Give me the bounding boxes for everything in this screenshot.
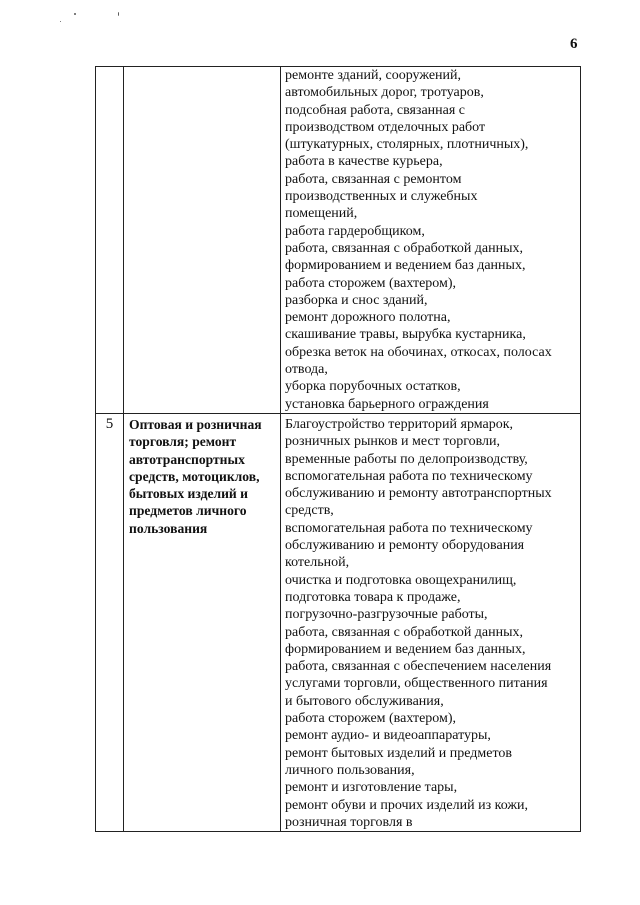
- work-line: погрузочно-разгрузочные работы,: [285, 607, 488, 623]
- category-line: автотранспортных: [129, 451, 245, 467]
- work-line: работа сторожем (вахтером),: [285, 275, 457, 291]
- work-line: обслуживанию и ремонту автотранспортных: [285, 486, 552, 502]
- work-line: работа, связанная с ремонтом: [285, 171, 462, 187]
- category-line: бытовых изделий и: [129, 486, 248, 502]
- work-line: работа гардеробщиком,: [285, 223, 425, 239]
- work-line: уборка порубочных остатков,: [285, 379, 461, 395]
- work-line: (штукатурных, столярных, плотничных),: [285, 137, 529, 153]
- occupations-table: [95, 66, 581, 832]
- row-number: [96, 67, 123, 69]
- work-line: очистка и подготовка овощехранилищ,: [285, 572, 517, 588]
- work-line: автомобильных дорог, тротуаров,: [285, 85, 484, 101]
- work-line: разборка и снос зданий,: [285, 292, 428, 308]
- row-number: 5: [105, 416, 114, 432]
- work-line: работа, связанная с обработкой данных,: [285, 624, 524, 640]
- work-line: производственных и служебных: [285, 189, 478, 205]
- work-line: обслуживанию и ремонту оборудования: [285, 538, 525, 554]
- work-line: и бытового обслуживания,: [285, 693, 444, 709]
- work-line: работа, связанная с обработкой данных,: [285, 240, 524, 256]
- work-line: ремонт бытовых изделий и предметов: [285, 745, 512, 761]
- category-name: [124, 414, 280, 537]
- category-line: предметов личного: [129, 503, 247, 519]
- work-line: вспомогательная работа по техническому: [285, 520, 533, 536]
- scan-speck: [74, 13, 76, 15]
- work-line: розничная торговля в: [285, 814, 413, 830]
- work-types-list: [281, 67, 580, 413]
- work-line: формированием и ведением баз данных,: [285, 641, 526, 657]
- work-line: розничных рынков и мест торговли,: [285, 434, 501, 450]
- work-line: Благоустройство территорий ярмарок,: [285, 417, 514, 432]
- category-cell: [124, 67, 281, 414]
- category-line: пользования: [129, 520, 208, 536]
- work-line: работа сторожем (вахтером),: [285, 711, 457, 727]
- work-line: подготовка товара к продаже,: [285, 589, 461, 605]
- work-line: обрезка веток на обочинах, откосах, полосах: [285, 344, 552, 360]
- table-row: [96, 414, 581, 832]
- work-line: котельной,: [285, 555, 350, 571]
- work-line: средств,: [285, 503, 334, 519]
- work-line: скашивание травы, вырубка кустарника,: [285, 327, 526, 343]
- work-line: работа, связанная с обеспечением населения: [285, 659, 552, 675]
- work-line: отвода,: [285, 362, 328, 378]
- work-line: вспомогательная работа по техническому: [285, 468, 533, 484]
- work-line: ремонте зданий, сооружений,: [285, 68, 462, 83]
- work-line: ремонт дорожного полотна,: [285, 310, 451, 326]
- row-number-cell: [96, 414, 124, 832]
- work-line: производством отделочных работ: [285, 119, 486, 135]
- work-line: услугами торговли, общественного питания: [285, 676, 548, 692]
- work-line: ремонт аудио- и видеоаппаратуры,: [285, 728, 491, 744]
- category-line: торговля; ремонт: [129, 434, 237, 450]
- scan-speck: [60, 21, 61, 22]
- work-line: ремонт обуви и прочих изделий из кожи,: [285, 797, 529, 813]
- table-row: [96, 67, 581, 414]
- work-types-cell: [281, 414, 581, 832]
- work-line: временные работы по делопроизводству,: [285, 451, 528, 467]
- work-line: формированием и ведением баз данных,: [285, 258, 526, 274]
- row-number-cell: [96, 67, 124, 414]
- work-line: помещений,: [285, 206, 358, 222]
- work-types-list: [281, 414, 580, 831]
- work-line: личного пользования,: [285, 762, 415, 778]
- work-line: ремонт и изготовление тары,: [285, 780, 458, 796]
- category-line: средств, мотоциклов,: [129, 468, 260, 484]
- work-line: работа в качестве курьера,: [285, 154, 443, 170]
- category-line: Оптовая и розничная: [129, 417, 262, 432]
- work-types-cell: [281, 67, 581, 414]
- work-line: установка барьерного ограждения: [285, 396, 489, 412]
- work-line: подсобная работа, связанная с: [285, 102, 466, 118]
- page-number: 6: [570, 36, 578, 52]
- category-cell: [124, 414, 281, 832]
- scan-speck: [118, 12, 119, 16]
